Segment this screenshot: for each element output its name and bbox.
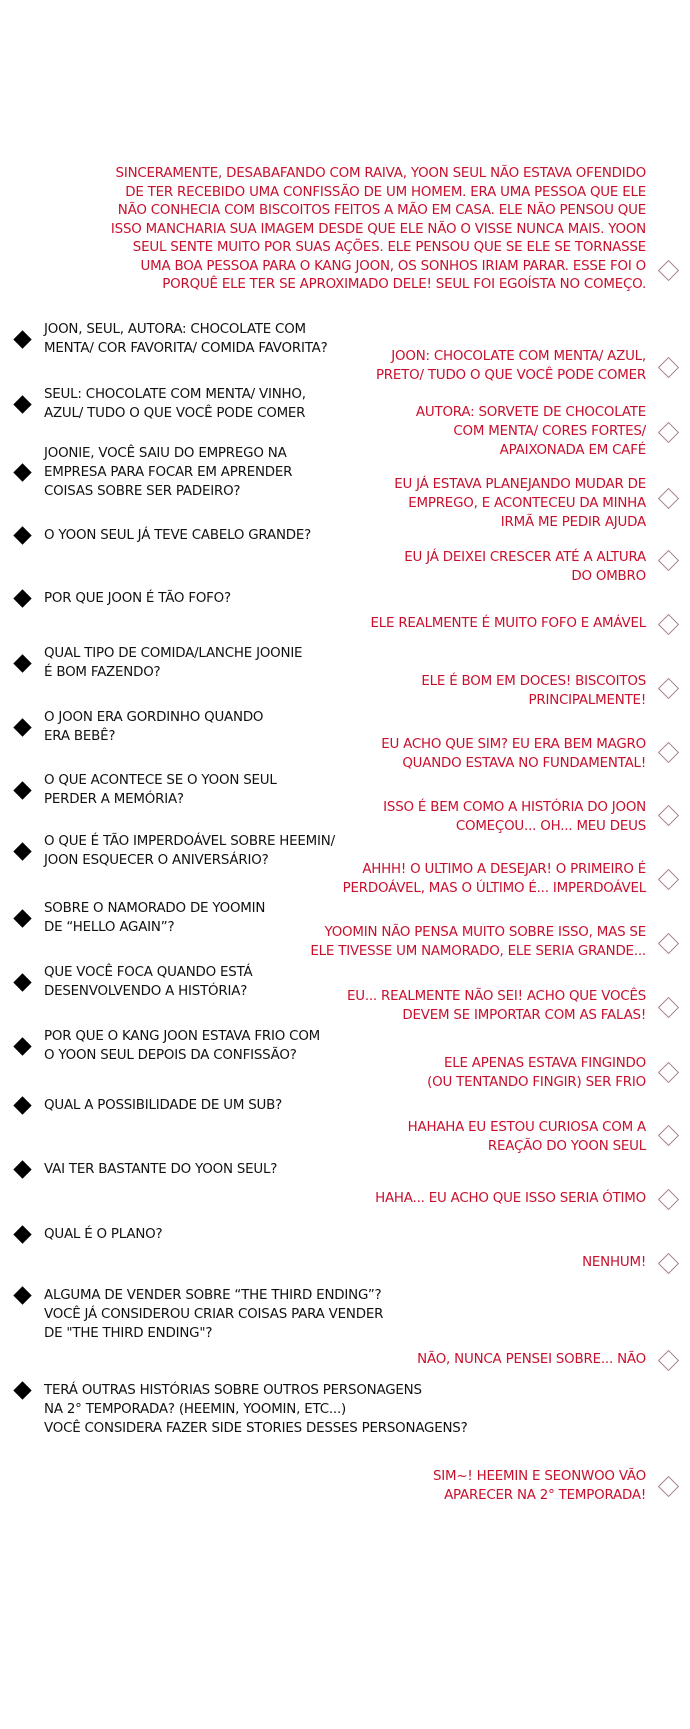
answer-line: DEVEM SE IMPORTAR COM AS FALAS!	[402, 1008, 646, 1023]
answer-line: COM MENTA/ CORES FORTES/	[453, 424, 646, 439]
filled-diamond-icon	[13, 781, 31, 799]
question-line: ERA BEBÊ?	[44, 729, 116, 744]
answer-item	[375, 1189, 646, 1208]
hollow-diamond-icon	[658, 550, 679, 571]
hollow-diamond-icon	[658, 1062, 679, 1083]
answer-line: JOON: CHOCOLATE COM MENTA/ AZUL,	[391, 349, 646, 364]
question-line: JOON, SEUL, AUTORA: CHOCOLATE COM	[44, 322, 306, 337]
intro-line: SEUL SENTE MUITO POR SUAS AÇÕES. ELE PENSOU QUE SE ELE SE TORNASSE	[132, 240, 646, 255]
question-line: MENTA/ COR FAVORITA/ COMIDA FAVORITA?	[44, 341, 328, 356]
hollow-diamond-icon	[658, 1253, 679, 1274]
answer-item	[376, 347, 646, 385]
question-line: AZUL/ TUDO O QUE VOCÊ PODE COMER	[44, 406, 306, 421]
question-line: VOCÊ JÁ CONSIDEROU CRIAR COISAS PARA VENDER	[44, 1307, 384, 1322]
question-line: O QUE ACONTECE SE O YOON SEUL	[44, 773, 277, 788]
hollow-diamond-icon	[658, 1189, 679, 1210]
answer-line: NÃO, NUNCA PENSEI SOBRE... NÃO	[417, 1352, 646, 1367]
hollow-diamond-icon	[658, 357, 679, 378]
answer-line: ELE TIVESSE UM NAMORADO, ELE SERIA GRANDE...	[310, 944, 646, 959]
hollow-diamond-icon	[658, 1350, 679, 1371]
hollow-diamond-icon	[658, 1476, 679, 1497]
answer-line: EU JÁ ESTAVA PLANEJANDO MUDAR DE	[394, 477, 646, 492]
answer-line: IRMÃ ME PEDIR AJUDA	[500, 515, 646, 530]
question-line: QUAL É O PLANO?	[44, 1227, 163, 1242]
filled-diamond-icon	[13, 330, 31, 348]
question-line: POR QUE O KANG JOON ESTAVA FRIO COM	[44, 1029, 321, 1044]
question-line: ALGUMA DE VENDER SOBRE “THE THIRD ENDING”?	[44, 1288, 382, 1303]
answer-item	[417, 1350, 646, 1369]
intro-line: UMA BOA PESSOA PARA O KANG JOON, OS SONHOS IRIAM PARAR. ESSE FOI O	[140, 258, 646, 274]
hollow-diamond-icon	[658, 678, 679, 699]
answer-line: PRETO/ TUDO O QUE VOCÊ PODE COMER	[375, 368, 646, 383]
hollow-diamond-icon	[658, 488, 679, 509]
filled-diamond-icon	[13, 1225, 31, 1243]
filled-diamond-icon	[13, 395, 31, 413]
hollow-diamond-icon	[658, 933, 679, 954]
question-line: É BOM FAZENDO?	[44, 665, 161, 680]
filled-diamond-icon	[13, 589, 31, 607]
question-line: QUAL TIPO DE COMIDA/LANCHE JOONIE	[44, 646, 303, 661]
answer-item	[347, 987, 646, 1025]
question-line: EMPRESA PARA FOCAR EM APRENDER	[44, 465, 293, 480]
question-line: VAI TER BASTANTE DO YOON SEUL?	[44, 1162, 278, 1177]
answer-item	[370, 614, 646, 633]
intro-line: ISSO MANCHARIA SUA IMAGEM DESDE QUE ELE NÃO O VISSE NUNCA MAIS. YOON	[110, 221, 646, 237]
hollow-diamond-icon	[658, 1125, 679, 1146]
answer-line: EU... REALMENTE NÃO SEI! ACHO QUE VOCÊS	[346, 989, 646, 1004]
answer-line: HAHAHA EU ESTOU CURIOSA COM A	[407, 1120, 646, 1135]
answer-item	[433, 1467, 646, 1505]
intro-line: DE TER RECEBIDO UMA CONFISSÃO DE UM HOMEM. ERA UMA PESSOA QUE ELE	[125, 184, 646, 200]
answer-line: (OU TENTANDO FINGIR) SER FRIO	[427, 1075, 646, 1090]
question-line: QUE VOCÊ FOCA QUANDO ESTÁ	[44, 965, 253, 980]
filled-diamond-icon	[13, 654, 31, 672]
question-line: DE “HELLO AGAIN”?	[44, 920, 175, 935]
answer-line: EMPREGO, E ACONTECEU DA MINHA	[408, 496, 646, 511]
answer-line: ISSO É BEM COMO A HISTÓRIA DO JOON	[383, 800, 646, 815]
intro-paragraph	[50, 165, 646, 295]
answer-line: REAÇÃO DO YOON SEUL	[487, 1139, 646, 1154]
question-line: TERÁ OUTRAS HISTÓRIAS SOBRE OUTROS PERSONAGENS	[44, 1383, 422, 1398]
question-line: JOONIE, VOCÊ SAIU DO EMPREGO NA	[44, 446, 287, 461]
question-line: JOON ESQUECER O ANIVERSÁRIO?	[44, 853, 269, 868]
hollow-diamond-icon	[658, 869, 679, 890]
answer-item	[427, 1054, 646, 1092]
filled-diamond-icon	[13, 1381, 31, 1399]
answer-line: APARECER NA 2° TEMPORADA!	[444, 1488, 646, 1503]
filled-diamond-icon	[13, 1096, 31, 1114]
answer-line: ELE APENAS ESTAVA FINGINDO	[443, 1056, 646, 1071]
answer-line: APAIXONADA EM CAFÉ	[499, 443, 646, 458]
question-line: SOBRE O NAMORADO DE YOOMIN	[44, 901, 266, 916]
answer-item	[404, 548, 646, 586]
filled-diamond-icon	[13, 718, 31, 736]
answer-line: EU ACHO QUE SIM? EU ERA BEM MAGRO	[381, 737, 646, 752]
question-line: COISAS SOBRE SER PADEIRO?	[44, 484, 241, 499]
answer-line: PRINCIPALMENTE!	[528, 693, 646, 708]
answer-line: QUANDO ESTAVA NO FUNDAMENTAL!	[402, 756, 646, 771]
answer-line: PERDOÁVEL, MAS O ÚLTIMO É... IMPERDOÁVEL	[342, 881, 646, 896]
answer-item	[394, 475, 646, 532]
question-line: O QUE É TÃO IMPERDOÁVEL SOBRE HEEMIN/	[44, 834, 335, 849]
filled-diamond-icon	[13, 973, 31, 991]
answer-line: NENHUM!	[582, 1255, 646, 1270]
filled-diamond-icon	[13, 463, 31, 481]
filled-diamond-icon	[13, 1286, 31, 1304]
answer-item	[381, 735, 646, 773]
answer-item	[408, 1118, 646, 1156]
filled-diamond-icon	[13, 842, 31, 860]
filled-diamond-icon	[13, 1037, 31, 1055]
answer-line: YOOMIN NÃO PENSA MUITO SOBRE ISSO, MAS SE	[324, 925, 646, 940]
answer-line: SIM~! HEEMIN E SEONWOO VÃO	[433, 1469, 646, 1484]
question-line: QUAL A POSSIBILIDADE DE UM SUB?	[44, 1098, 283, 1113]
question-line: SEUL: CHOCOLATE COM MENTA/ VINHO,	[44, 387, 306, 402]
question-line: O YOON SEUL JÁ TEVE CABELO GRANDE?	[44, 528, 312, 543]
question-line: O YOON SEUL DEPOIS DA CONFISSÃO?	[44, 1048, 297, 1063]
answer-item	[416, 403, 646, 460]
hollow-diamond-icon	[658, 260, 679, 281]
hollow-diamond-icon	[658, 742, 679, 763]
question-line: NA 2° TEMPORADA? (HEEMIN, YOOMIN, ETC...)	[44, 1402, 347, 1417]
question-line: POR QUE JOON É TÃO FOFO?	[44, 591, 231, 606]
answer-item	[310, 923, 646, 961]
question-line: O JOON ERA GORDINHO QUANDO	[44, 710, 264, 725]
hollow-diamond-icon	[658, 422, 679, 443]
filled-diamond-icon	[13, 909, 31, 927]
question-line: DE "THE THIRD ENDING"?	[44, 1326, 213, 1341]
hollow-diamond-icon	[658, 614, 679, 635]
intro-line: SINCERAMENTE, DESABAFANDO COM RAIVA, YOON SEUL NÃO ESTAVA OFENDIDO	[115, 166, 646, 181]
answer-line: HAHA... EU ACHO QUE ISSO SERIA ÓTIMO	[375, 1191, 646, 1206]
intro-line: PORQUÊ ELE TER SE APROXIMADO DELE! SEUL FOI EGOÍSTA NO COMEÇO.	[162, 277, 646, 292]
question-line: VOCÊ CONSIDERA FAZER SIDE STORIES DESSES PERSONAGENS?	[44, 1421, 468, 1436]
intro-line: NÃO CONHECIA COM BISCOITOS FEITOS A MÃO EM CASA. ELE NÃO PENSOU QUE	[117, 203, 646, 218]
question-line: PERDER A MEMÓRIA?	[44, 792, 184, 807]
hollow-diamond-icon	[658, 805, 679, 826]
filled-diamond-icon	[13, 526, 31, 544]
answer-line: AUTORA: SORVETE DE CHOCOLATE	[415, 405, 646, 420]
answer-line: AHHH! O ULTIMO A DESEJAR! O PRIMEIRO É	[362, 862, 646, 877]
answer-line: ELE É BOM EM DOCES! BISCOITOS	[421, 674, 646, 689]
answer-line: ELE REALMENTE É MUITO FOFO E AMÁVEL	[370, 616, 646, 631]
answer-item	[383, 798, 646, 836]
answer-line: EU JÁ DEIXEI CRESCER ATÉ A ALTURA	[404, 550, 646, 565]
answer-line: COMEÇOU... OH... MEU DEUS	[455, 819, 646, 834]
answer-line: DO OMBRO	[571, 569, 646, 584]
answer-item	[343, 860, 646, 898]
question-line: DESENVOLVENDO A HISTÓRIA?	[44, 984, 248, 999]
answer-item	[421, 672, 646, 710]
filled-diamond-icon	[13, 1160, 31, 1178]
hollow-diamond-icon	[658, 997, 679, 1018]
answer-item	[582, 1253, 646, 1272]
